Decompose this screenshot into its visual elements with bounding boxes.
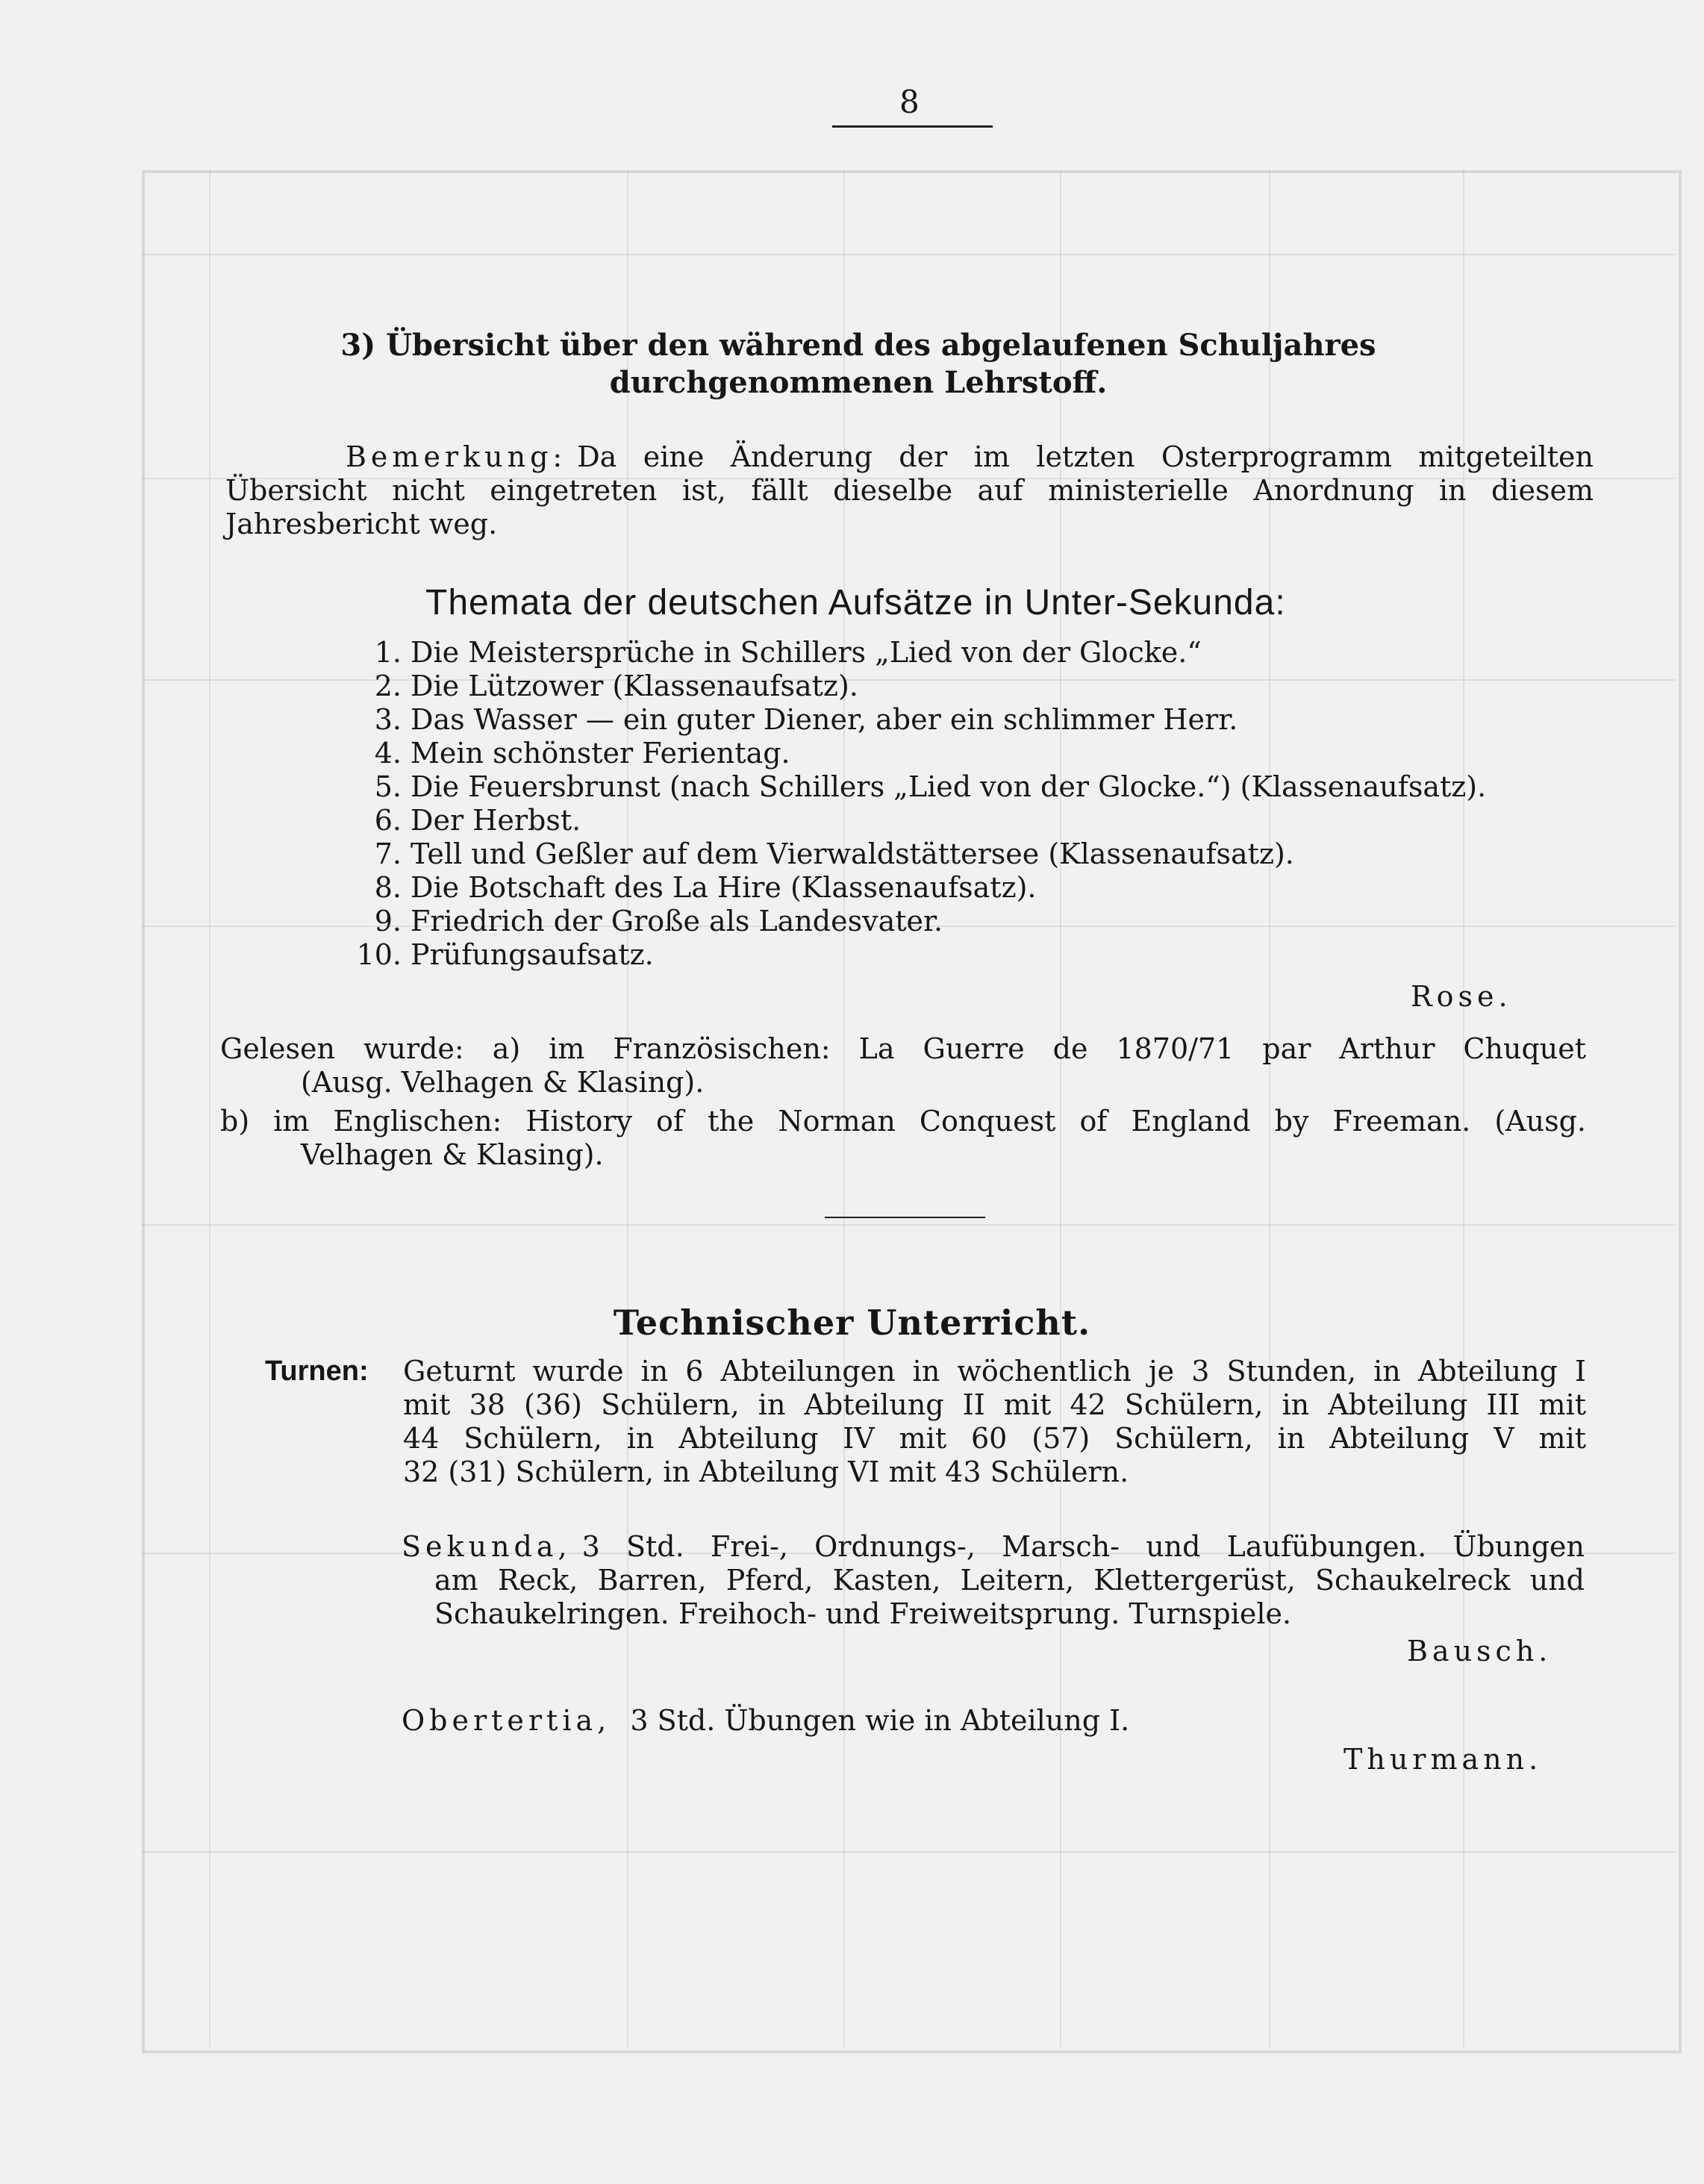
remark-line1 [346,440,1594,474]
list-item: 5. Die Feuersbrunst (nach Schillers „Lied von der Glocke.“) (Klassenaufsatz). [374,770,1487,803]
remark-line3: Jahresbericht weg. [225,508,498,540]
header-rule [832,125,993,128]
turnen-line4: 32 (31) Schülern, in Abteilung VI mit 43 Schülern. [403,1456,1129,1488]
section-heading-line1: 3) Übersicht über den während des abgelaufenen Schuljahres [340,328,1376,363]
divider-rule [825,1217,985,1218]
themes-signature: Rose. [1411,980,1512,1013]
list-item: 2. Die Lützower (Klassenaufsatz). [374,670,858,702]
sekunda-line3: Schaukelringen. Freihoch- und Freiweitsprung. Turnspiele. [434,1597,1292,1630]
list-item: 3. Das Wasser — ein guter Diener, aber ein schlimmer Herr. [374,703,1238,736]
page-number: 8 [899,84,920,120]
sekunda-line2: am Reck, Barren, Pferd, Kasten, Leitern, Klettergerüst, Schaukelreck und [434,1564,1585,1597]
turnen-label: Turnen: [265,1355,369,1387]
list-item: 7. Tell und Geßler auf dem Vierwaldstättersee (Klassenaufsatz). [374,837,1294,870]
themes-list [334,636,1486,972]
remark-text: Da eine Änderung der im letzten Osterprogramm mitgeteilten [577,440,1594,473]
turnen-line2: mit 38 (36) Schülern, in Abteilung II mit 42 Schülern, in Abteilung III mit [403,1388,1586,1421]
remark-label: Bemerkung: [346,440,567,473]
turnen-paragraph [265,1355,1586,1489]
reading-a-line2: (Ausg. Velhagen & Klasing). [301,1066,705,1099]
list-item: 10. Prüfungsaufsatz. [356,938,654,971]
obertertia-line: Obertertia, 3 Std. Übungen wie in Abteilung I. [402,1704,1130,1737]
list-item: 8. Die Botschaft des La Hire (Klassenaufsatz). [374,871,1037,904]
sekunda-signature: Bausch. [1407,1635,1552,1667]
list-item: 4. Mein schönster Ferientag. [374,737,790,770]
section-heading-line2: durchgenommenen Lehrstoff. [609,365,1108,400]
reading-a-line1: Gelesen wurde: a) im Französischen: La Guerre de 1870/71 par Arthur Chuquet [220,1032,1586,1065]
obertertia-label: Obertertia, [402,1704,611,1737]
list-item: 9. Friedrich der Große als Landesvater. [374,905,943,937]
themes-title: Themata der deutschen Aufsätze in Unter-Sekunda: [425,583,1286,623]
turnen-line1: Turnen: Geturnt wurde in 6 Abteilungen in wöchentlich je 3 Stunden, in Abteilung I [265,1355,1586,1388]
sekunda-label: Sekunda, [402,1530,572,1563]
obertertia-signature: Thurmann. [1343,1743,1543,1776]
reading-b-line2: Velhagen & Klasing). [301,1138,604,1171]
technical-title: Technischer Unterricht. [613,1302,1091,1343]
remark-line2: Übersicht nicht eingetreten ist, fällt dieselbe auf ministerielle Anordnung in diesem [225,474,1594,507]
list-item: 6. Der Herbst. [374,804,581,837]
sekunda-line1: Sekunda, 3 Std. Frei-, Ordnungs-, Marsch- und Laufübungen. Übungen [402,1530,1585,1563]
turnen-line3: 44 Schülern, in Abteilung IV mit 60 (57) Schülern, in Abteilung V mit [403,1422,1586,1455]
reading-b-line1: b) im Englischen: History of the Norman Conquest of England by Freeman. (Ausg. [220,1105,1586,1138]
list-item: 1. Die Meistersprüche in Schillers „Lied von der Glocke.“ [374,636,1202,669]
